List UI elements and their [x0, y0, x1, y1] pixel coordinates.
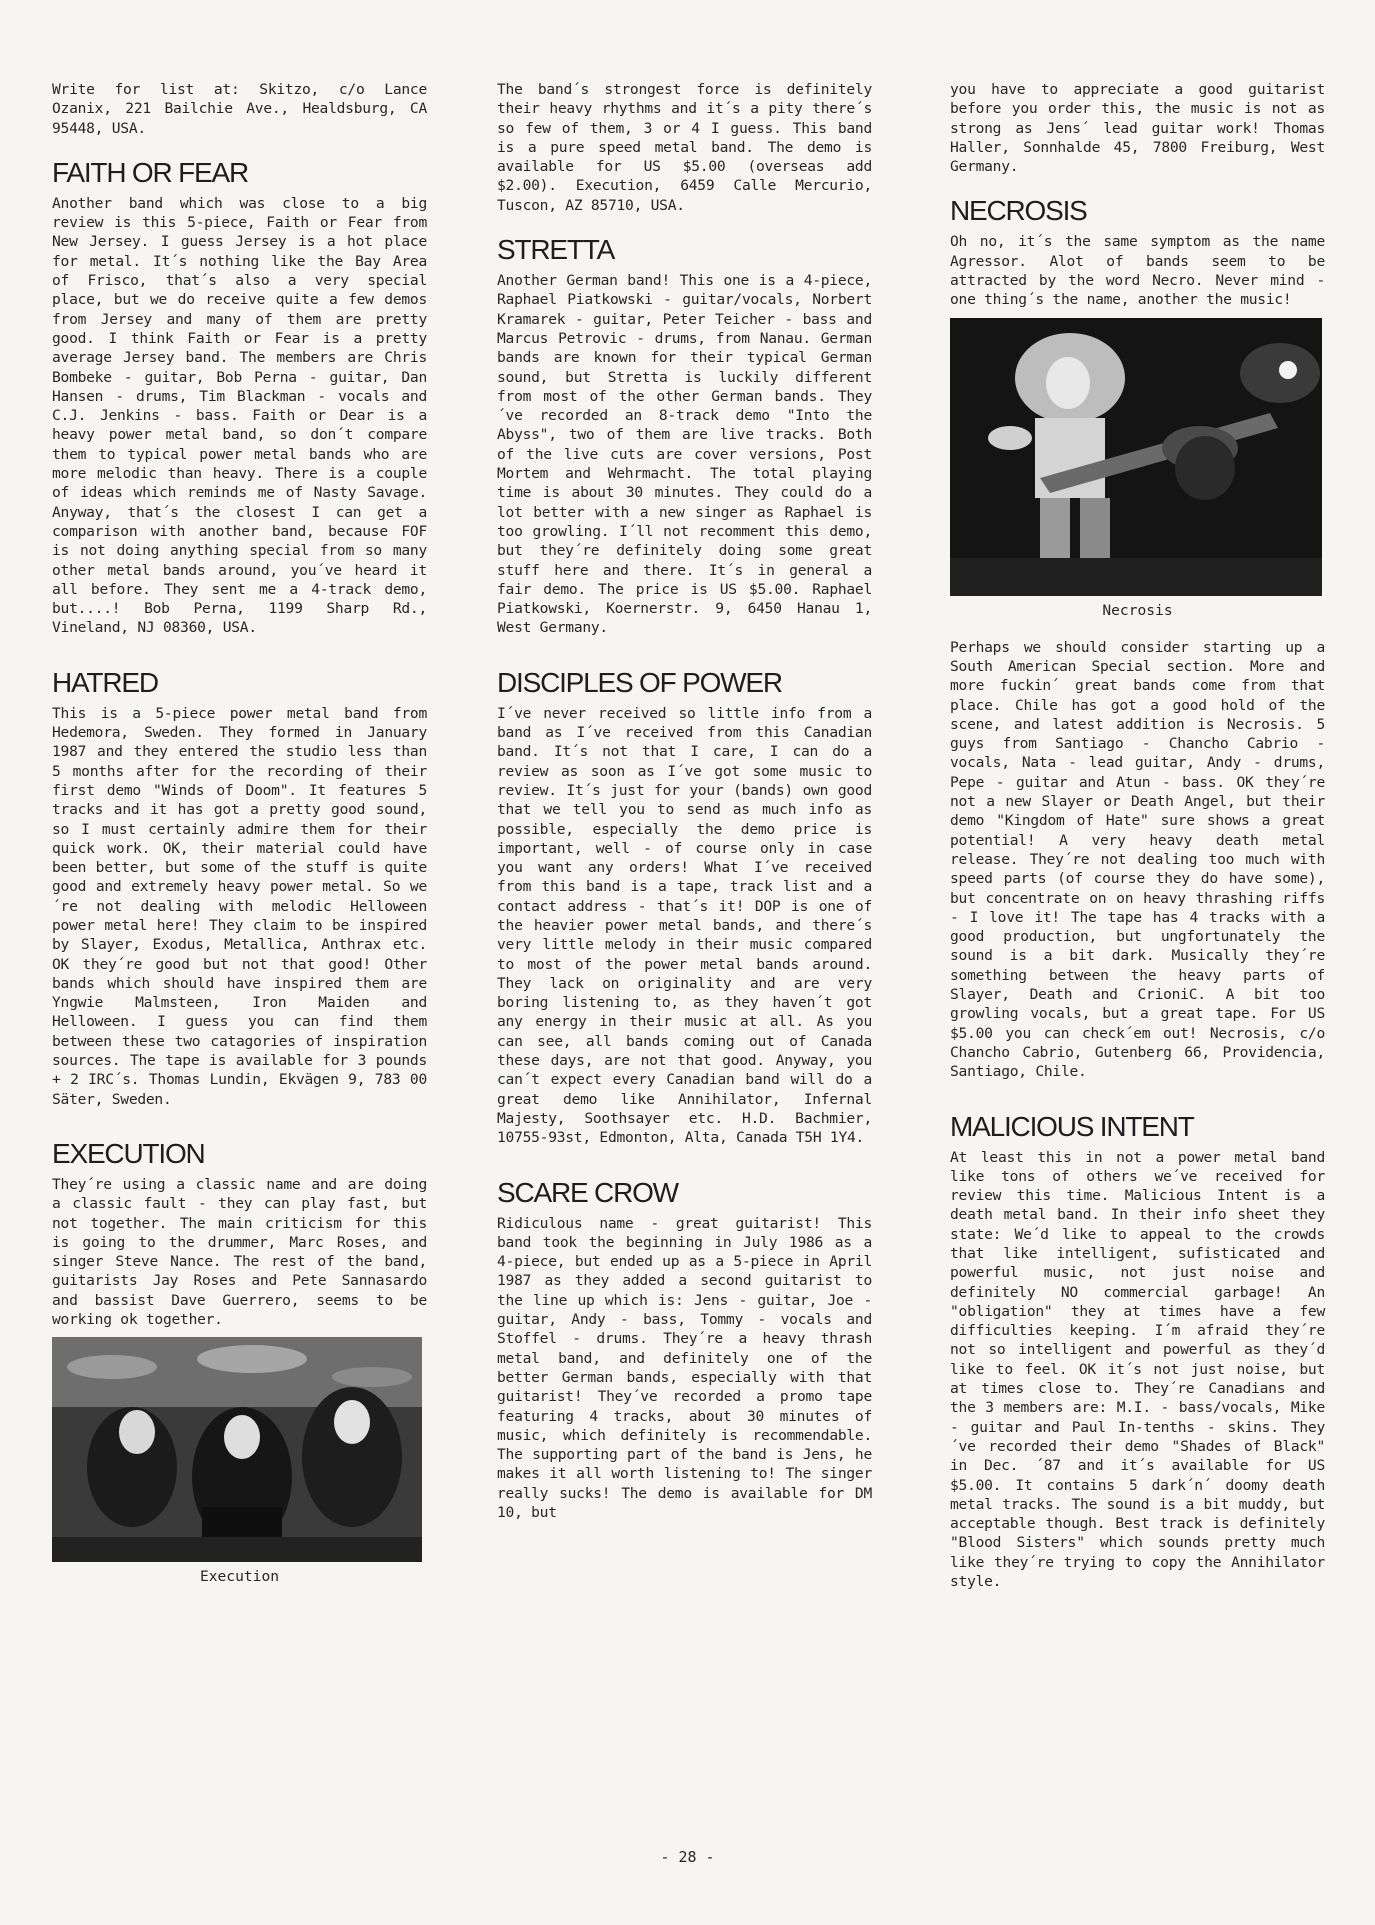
execution-band-photo — [52, 1337, 422, 1562]
page-number: - 28 - — [660, 1848, 715, 1866]
column-middle — [497, 80, 872, 1522]
malicious-intent-heading: MALICIOUS INTENT — [950, 1110, 1194, 1142]
execution-review: They´re using a classic name and are doing a classic fault - they can play fast, but not together. The main criticism for this is going to the drummer, Marc Roses, and singer Steve Nance. The rest of the band, guitarists Jay Roses and Pete Sannasardo and bassist Dave Guerrero, seems to be working ok together. — [52, 1175, 427, 1329]
necrosis-band-photo — [950, 318, 1322, 596]
execution-photo-caption: Execution — [199, 1568, 280, 1586]
column-left — [52, 80, 427, 1586]
necrosis-heading: NECROSIS — [950, 195, 1087, 227]
execution-heading: EXECUTION — [52, 1137, 205, 1169]
malicious-intent-review: At least this in not a power metal band like tons of others we´ve received for review this time. Malicious Intent is a death metal band. In their info sheet they state: We´d like to appeal to the crowds that like intelligent, sufisticated and powerful music, not just noise and definitely NO commercial garbage! An "obligation" they at times have a few difficulties keeping. I´m afraid they´re not so intelligent and powerful as they´d like to feel. OK it´s not just noise, but at times close to. They´re Canadians and the 3 members are: M.I. - bass/vocals, Mike - guitar and Paul In-tenths - skins. They´ve recorded their demo "Shades of Black" in Dec. ´87 and it´s available for US $5.00. It contains 5 dark´n´ doomy death metal tracks. The sound is a bit muddy, but acceptable though. Best track is definitely "Blood Sisters" which sounds pretty much like they´re trying to copy the Annihilator style. — [950, 1148, 1325, 1591]
scare-crow-review-continued: you have to appreciate a good guitarist before you order this, the music is not as strong as Jens´ lead guitar work! Thomas Haller, Sonnhalde 45, 7800 Freiburg, West Germany. — [950, 81, 1325, 176]
disciples-of-power-review: I´ve never received so little info from a band as I´ve received from this Canadian band. It´s not that I care, I can do a review as soon as I´ve got some music to review. It´s just for your (bands) own good that we tell you to send as much info as possible, especially the demo price is important, well - of course only in case you want any orders! What I´ve received from this band is a tape, track list and a contact address - that´s it! DOP is one of the heavier power metal bands, and there´s very little melody in their music compared to most of the power metal bands around. They lack on originality and are very boring listening to, as they haven´t got any energy in their music at all. As you can see, all bands coming out of Canada these days, are not that good. Anyway, you can´t expect every Canadian band will do a great demo like Annihilator, Infernal Majesty, Soothsayer etc. H.D. Bachmier, 10755-93st, Edmonton, Alta, Canada T5H 1Y4. — [497, 704, 872, 1147]
hatred-review: This is a 5-piece power metal band from Hedemora, Sweden. They formed in January 1987 and they entered the studio less than 5 months after for the recording of their first demo "Winds of Doom". It features 5 tracks and it has got a pretty good sound, so I must certainly admire them for their quick work. OK, their material could have been better, but some of the stuff is quite good and extremely heavy power metal. So we´re not dealing with melodic Helloween power metal here! They claim to be inspired by Slayer, Exodus, Metallica, Anthrax etc. OK they´re good but not that good! Other bands which should have inspired them are Yngwie Malmsteen, Iron Maiden and Helloween. I guess you can find them between these two catagories of inspiration sources. The tape is available for 3 pounds + 2 IRC´s. Thomas Lundin, Ekvägen 9, 783 00 Säter, Sweden. — [52, 704, 427, 1108]
skitzo-contact: Write for list at: Skitzo, c/o Lance Ozanix, 221 Bailchie Ave., Healdsburg, CA 95448, USA. — [52, 81, 427, 137]
faith-or-fear-review: Another band which was close to a big review is this 5-piece, Faith or Fear from New Jersey. I guess Jersey is a hot place for metal. It´s nothing like the Bay Area of Frisco, that´s also a very special place, but we do receive quite a few demos from Jersey and many of them are pretty good. I think Faith or Fear is a pretty average Jersey band. The members are Chris Bombeke - guitar, Bob Perna - guitar, Dan Hansen - drums, Tim Blackman - vocals and C.J. Jenkins - bass. Faith or Dear is a heavy power metal band, so don´t compare them to typical power metal bands who are more melodic than heavy. There is a couple of ideas which reminds me of Nasty Savage. Anyway, that´s the closest I can get a comparison with another band, because FOF is not doing anything special from so many other metal bands around, you´ve heard it all before. They sent me a 4-track demo, but....! Bob Perna, 1199 Sharp Rd., Vineland, NJ 08360, USA. — [52, 194, 427, 637]
scare-crow-review: Ridiculous name - great guitarist! This band took the beginning in July 1986 as a 4-piece, but ended up as a 5-piece in April 1987 as they added a second guitarist to the line up which is: Jens - guitar, Joe - guitar, Andy - bass, Tommy - vocals and Stoffel - drums. They´re a heavy thrash metal band, and definitely one of the better German bands, especially with that guitarist! They´ve recorded a promo tape featuring 4 tracks, about 30 minutes of music, which definitely is recommendable. The supporting part of the band is Jens, he makes it all worth listening to! The singer really sucks! The demo is available for DM 10, but — [497, 1214, 872, 1521]
column-right — [950, 80, 1325, 1591]
necrosis-photo-caption: Necrosis — [1102, 601, 1173, 619]
necrosis-review: Perhaps we should consider starting up a South American Special section. More and more fuckin´ great bands come from that place. Chile has got a good hold of the scene, and latest addition is Necrosis. 5 guys from Santiago - Chancho Cabrio - vocals, Nata - lead guitar, Andy - drums, Pepe - guitar and Atun - bass. OK they´re not a new Slayer or Death Angel, but their demo "Kingdom of Hate" sure shows a great potential! A very heavy death metal release. They´re not dealing too much with speed parts (of course they do have some), but concentrate on on heavy thrashing riffs - I love it! The tape has 4 tracks with a good production, but ungfortunately the sound is a bit dark. Musically they´re something between the heavy parts of Slayer, Death and CrioniC. A bit too growling vocals, but a great tape. For US $5.00 you can check´em out! Necrosis, c/o Chancho Cabrio, Gutenberg 66, Providencia, Santiago, Chile. — [950, 638, 1325, 1081]
stretta-heading: STRETTA — [497, 234, 615, 266]
stretta-review: Another German band! This one is a 4-piece, Raphael Piatkowski - guitar/vocals, Norbert Kramarek - guitar, Peter Teicher - bass and Marcus Petrovic - drums, from Nanau. German bands are known for their typical German sound, but Stretta is luckily different from most of the other German bands. They´ve recorded an 8-track demo "Into the Abyss", two of them are live tracks. Both of the live cuts are cover versions, Post Mortem and Wehrmacht. The total playing time is about 30 minutes. They could do a lot better with a new singer as Raphael is too growling. I´ll not recomment this demo, but they´re definitely doing some great stuff here and there. It´s in general a fair demo. The price is US $5.00. Raphael Piatkowski, Koernerstr. 9, 6450 Hanau 1, West Germany. — [497, 272, 872, 637]
hatred-heading: HATRED — [52, 666, 158, 698]
disciples-of-power-heading: DISCIPLES OF POWER — [497, 666, 782, 698]
execution-review-continued: The band´s strongest force is definitely their heavy rhythms and it´s a pity there´s so few of them, 3 or 4 I guess. This band is a pure speed metal band. The demo is available for US $5.00 (overseas add $2.00). Execution, 6459 Calle Mercurio, Tuscon, AZ 85710, USA. — [497, 81, 872, 214]
scare-crow-heading: SCARE CROW — [497, 1176, 678, 1208]
necrosis-intro: Oh no, it´s the same symptom as the name Agressor. Alot of bands seem to be attracted by the word Necro. Never mind - one thing´s the name, another the music! — [950, 233, 1325, 309]
faith-or-fear-heading: FAITH OR FEAR — [52, 156, 248, 188]
